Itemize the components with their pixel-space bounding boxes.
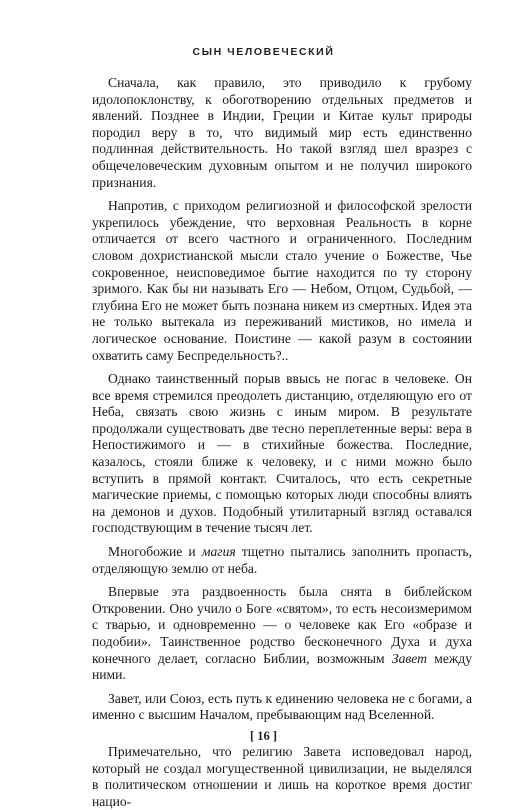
paragraph [92, 198, 472, 364]
text-run: Многобожие и [108, 544, 202, 560]
text-run: Завет, или Союз, есть путь к единению человека не с богами, а именно с высшим Началом, пребывающим над Вселенной. [92, 690, 472, 723]
running-head: СЫН ЧЕЛОВЕЧЕСКИЙ [192, 46, 335, 58]
text-run: Примечательно, что религию Завета исповедовал народ, который не создал могущественной цивилизации, не выделялся в политическом отношении и лишь на короткое время достиг нацио- [92, 743, 472, 809]
text-run: Впервые эта раздвоенность была снята в библейском Откровении. Оно учило о Боге «святом», то есть несоизмеримом с тварью, и одновременно — о человеке как Его «образе и подобии». Таинственное родство бесконечного Духа и духа конечного делает, согласно Библии, возможным [92, 584, 472, 666]
emphasized-term: Завет [391, 650, 427, 666]
text-run: Однако таинственный порыв ввысь не погас в человеке. Он все время стремился преодолеть дистанцию, отделяющую его от Неба, связать свою жизнь с иным миром. В результате продолжали существовать две тесно переплетенные веры: вера в Непостижимого и — в стихийные божества. Последние, казалось, стояли ближе к человеку, и с ними можно было вступить в прямой контакт. Считалось, что есть секретные магические приемы, с помощью которых люди способны влиять на демонов и духов. Подобный утилитарный взгляд оставался господствующим в течение тысяч лет. [92, 371, 472, 536]
body-text [92, 75, 472, 810]
text-run: Напротив, с приходом религиозной и философской зрелости укрепилось убеждение, что верховная Реальность в корне отличается от всего частного и ограниченного. Последним словом дохристианской мысли стало учение о Божестве, Чье сокровенное, неисповедимое бытие находится по ту сторону зримого. Как бы ни называть Его — Небом, Отцом, Судьбой, — глубина Его не может быть познана никем из смертных. Идея эта не только вытекала из переживаний мистиков, но имела и логическое основание. Поистине — какой разум в состоянии охватить саму Беспредельность?.. [92, 198, 472, 363]
paragraph [92, 544, 472, 577]
paragraph [92, 75, 472, 191]
emphasized-term: магия [201, 544, 236, 560]
paragraph [92, 691, 472, 724]
paragraph [92, 584, 472, 684]
text-run: Сначала, как правило, это приводило к грубому идолопоклонству, к обоготворению отдельных предметов и явлений. Позднее в Индии, Греции и Китае культ природы породил веру в то, что видимый мир есть единственно подлинная действительность. Но такой взгляд шел вразрез с общечеловеческим духовным опытом и не получил широкого признания. [92, 75, 472, 190]
paragraph [92, 371, 472, 537]
paragraph [92, 744, 472, 810]
page-number: [ 16 ] [249, 729, 278, 743]
text-run: между ними. [92, 650, 472, 683]
text-run: тщетно пытались заполнить пропасть, отделяющую землю от неба. [92, 544, 472, 576]
